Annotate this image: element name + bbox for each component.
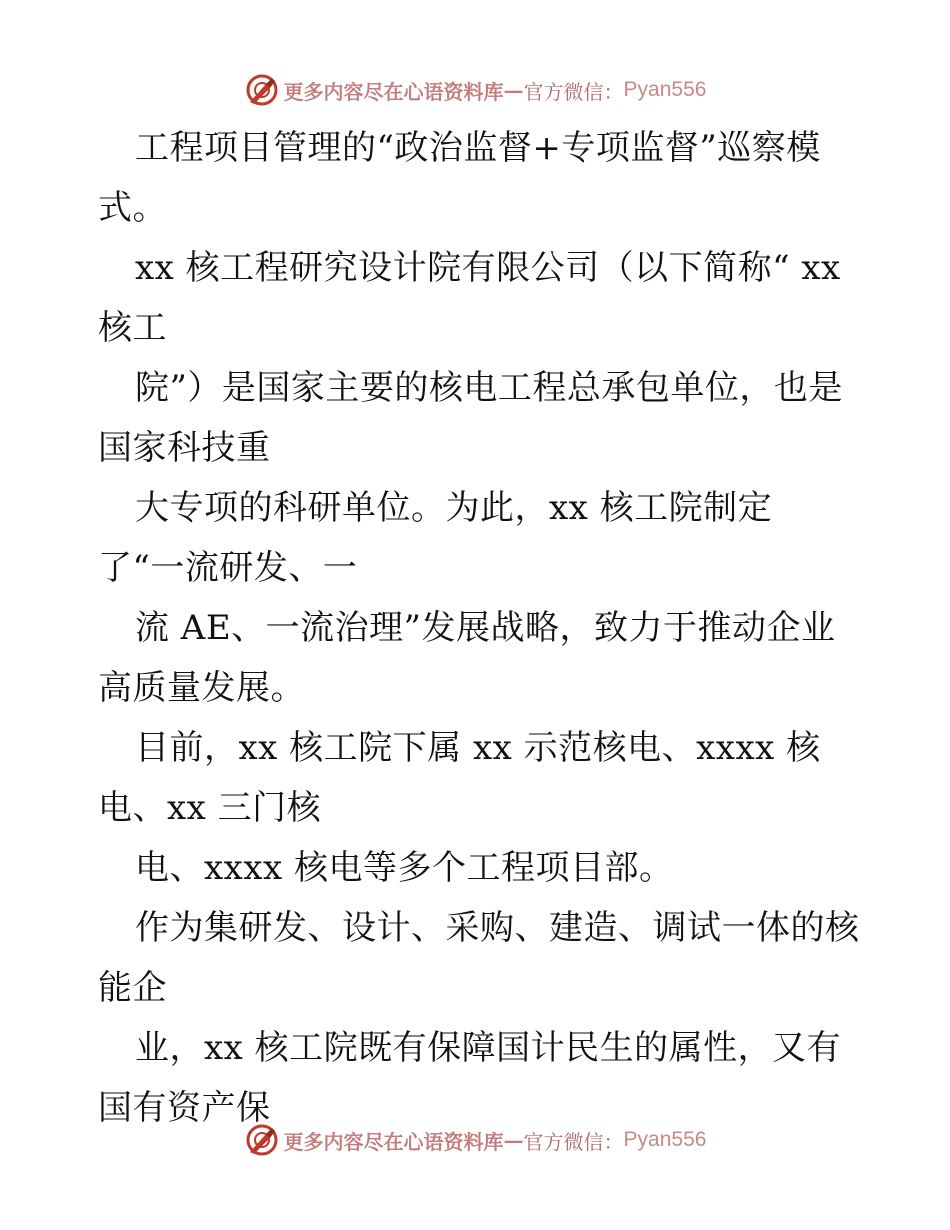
- watermark-dash: —: [503, 1128, 524, 1152]
- pen-logo-icon: [244, 1122, 280, 1158]
- header-watermark: [0, 70, 950, 110]
- text-line: 能企: [98, 968, 167, 1008]
- text-line: 了“一流研发、一: [98, 548, 358, 588]
- text-line: 电、xxxx 核电等多个工程项目部。: [135, 848, 674, 888]
- text-line: 院”）是国家主要的核电工程总承包单位，也是: [135, 368, 843, 408]
- text-line: 流 AE、一流治理”发展战略，致力于推动企业: [135, 608, 836, 648]
- footer-watermark: [0, 1120, 950, 1160]
- text-line: 国有资产保: [98, 1088, 271, 1128]
- text-line: 业，xx 核工院既有保障国计民生的属性，又有: [135, 1028, 842, 1068]
- text-line: 作为集研发、设计、采购、建造、调试一体的核: [135, 908, 860, 948]
- watermark-text: 更多内容尽在心语资料库: [283, 79, 504, 104]
- text-line: 高质量发展。: [98, 668, 305, 708]
- text-line: 核工: [98, 308, 167, 348]
- wechat-id: Pyan556: [623, 1128, 707, 1151]
- watermark-dash: —: [503, 78, 524, 102]
- text-line: 大专项的科研单位。为此，xx 核工院制定: [135, 488, 773, 528]
- text-line: 式。: [98, 188, 167, 228]
- text-line: 国家科技重: [98, 428, 271, 468]
- wechat-label: 官方微信：: [523, 79, 624, 104]
- pen-logo-icon: [244, 72, 280, 108]
- document-body: [98, 118, 858, 1138]
- text-line: 目前，xx 核工院下属 xx 示范核电、xxxx 核: [135, 728, 821, 768]
- text-line: 工程项目管理的“政治监督+专项监督”巡察模: [135, 128, 821, 168]
- wechat-id: Pyan556: [623, 78, 707, 101]
- wechat-label: 官方微信：: [523, 1129, 624, 1154]
- watermark-text: 更多内容尽在心语资料库: [283, 1129, 504, 1154]
- text-line: xx 核工程研究设计院有限公司（以下简称“ xx: [135, 248, 841, 288]
- text-line: 电、xx 三门核: [98, 788, 322, 828]
